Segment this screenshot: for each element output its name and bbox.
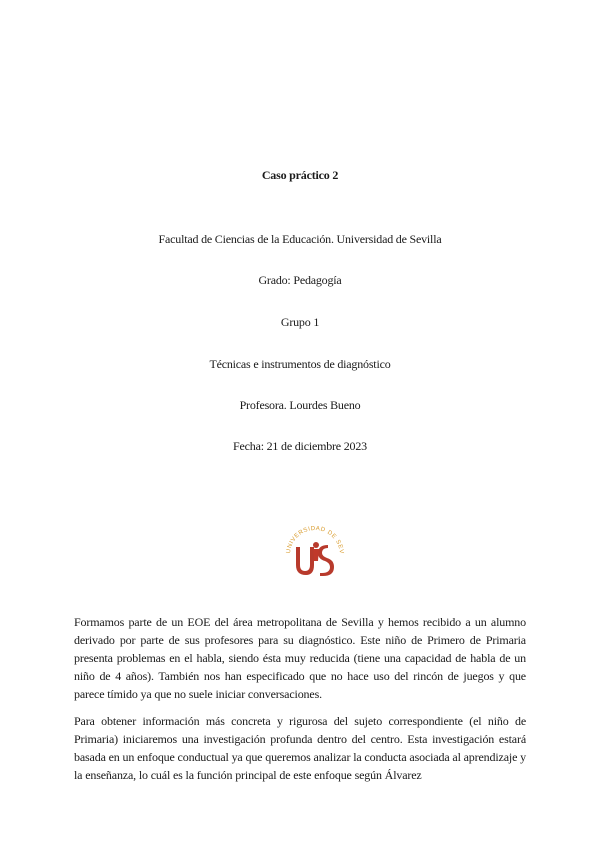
faculty-line: Facultad de Ciencias de la Educación. Universidad de Sevilla — [158, 232, 442, 246]
paragraph-investigation — [74, 712, 526, 784]
date-line: Fecha: 21 de diciembre 2023 — [233, 439, 367, 453]
paragraph-intro — [74, 613, 526, 703]
degree-line: Grado: Pedagogía — [258, 273, 342, 287]
subject-line: Técnicas e instrumentos de diagnóstico — [209, 357, 391, 371]
university-seal-logo — [280, 515, 350, 585]
professor-line: Profesora. Lourdes Bueno — [239, 398, 361, 412]
paragraph-2-text: Para obtener información más concreta y rigurosa del sujeto correspondiente (el niño de Primaria) iniciaremos una investigación profunda dentro del centro. Esta investigación estará basada en un enfoque conductual ya que queremos analizar la conducta asociada al aprendizaje y la enseñanza, lo cuál es la función principal de este enfoque según Álvarez — [74, 714, 526, 782]
group-line: Grupo 1 — [280, 315, 320, 329]
svg-text:UNIVERSIDAD DE SEVILLA: UNIVERSIDAD DE SEV — [285, 525, 345, 555]
paragraph-1-text: Formamos parte de un EOE del área metropolitana de Sevilla y hemos recibido a un alumno derivado por parte de sus profesores para su diagnóstico. Este niño de Primero de Primaria presenta problemas en el habla, siendo ésta muy reducida (tiene una capacidad de habla de un niño de 4 años). También nos han especificado que no hace uso del rincón de juegos y que parece tímido ya que no suele iniciar conversaciones. — [74, 615, 526, 701]
document-title: Caso práctico 2 — [261, 168, 339, 182]
